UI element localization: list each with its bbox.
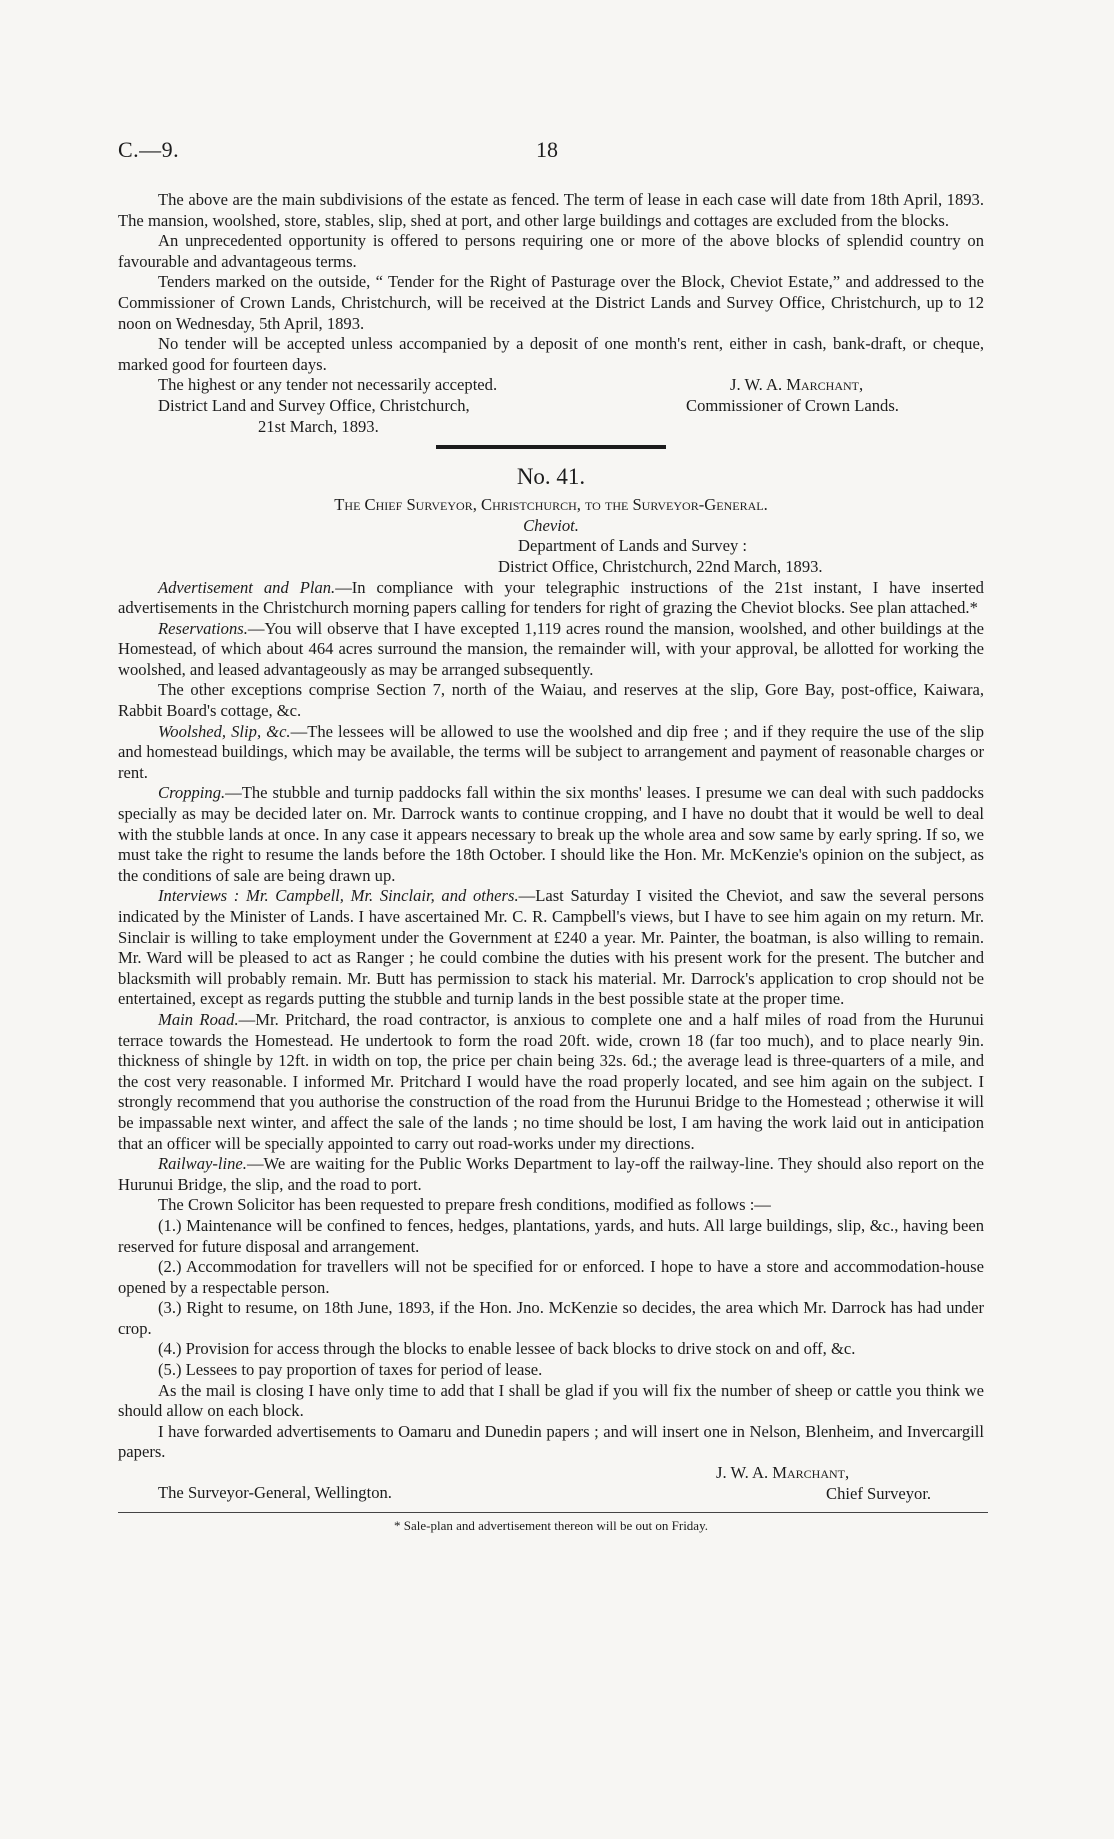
signature-name: J. W. A. Marchant,: [730, 375, 864, 395]
paragraph-heading: Reservations.: [158, 618, 248, 638]
paragraph-text: —The stubble and turnip paddocks fall within the six months' leases. I presume we can deal with such paddocks specially as may be decided later on. Mr. Darrock wants to continue cropping, and I have no doubt that it would be well to deal with the stubble lands at once. In any case it appears necessary to break up the whole area and sow same by early spring. If so, we must take the right to resume the lands before the 18th October. I should like the Hon. Mr. McKenzie's opinion on the subject, as the conditions of sale are being drawn up.: [118, 783, 984, 885]
paragraph-text: I have forwarded advertisements to Oamaru and Dunedin papers ; and will insert one in Nelson, Blenheim, and Invercargill papers.: [118, 1421, 984, 1462]
paragraph-text: —The lessees will be allowed to use the woolshed and dip free ; and if they require the use of the slip and homestead buildings, which may be available, the terms will be subject to arrangement and payment of reasonable charges or rent.: [118, 721, 985, 782]
letter-paragraph: [118, 722, 984, 784]
paragraph-heading: Advertisement and Plan.: [158, 577, 336, 597]
paragraph-text: As the mail is closing I have only time to add that I shall be glad if you will fix the number of sheep or cattle you think we should allow on each block.: [118, 1380, 984, 1421]
paragraph-text: The Crown Solicitor has been requested to prepare fresh conditions, modified as follows :—: [158, 1195, 771, 1215]
paragraph-heading: Interviews : Mr. Campbell, Mr. Sinclair, and others.: [158, 886, 519, 906]
parliamentary-paper-ref: C.—9.: [118, 137, 180, 162]
paragraph-heading: Woolshed, Slip, &c.: [158, 721, 291, 741]
letter-paragraph: [118, 1154, 984, 1195]
paragraph-text: (1.) Maintenance will be confined to fences, hedges, plantations, yards, and huts. All large buildings, slip, &c., having been reserved for future disposal and arrangement.: [118, 1215, 984, 1256]
page-header: [118, 137, 994, 167]
signature-note: The highest or any tender not necessarily accepted.: [158, 375, 498, 395]
letter-body: [118, 578, 984, 1464]
paragraph-text: The other exceptions comprise Section 7, north of the Waiau, and reserves at the slip, Gore Bay, post-office, Kaiwara, Rabbit Board's cottage, &c.: [118, 680, 984, 721]
letter-paragraph: [118, 1216, 984, 1257]
paragraph-text: (4.) Provision for access through the blocks to enable lessee of back blocks to drive stock on and off, &c.: [158, 1339, 856, 1359]
letter-paragraph: [118, 1010, 984, 1154]
paragraph-text: (2.) Accommodation for travellers will not be specified for or enforced. I hope to have a store and accommodation-house opened by a respectable person.: [118, 1257, 984, 1297]
page-body: [118, 190, 984, 1535]
page-number: 18: [536, 137, 558, 162]
footnote: * Sale-plan and advertisement thereon will be out on Friday.: [394, 1518, 708, 1534]
letter-from-to: The Chief Surveyor, Christchurch, to the Surveyor-General.: [334, 495, 768, 515]
advertisement-signature: [118, 375, 984, 437]
letter-paragraph: [118, 783, 984, 886]
footnote-rule: [118, 1512, 988, 1513]
paragraph-text: —Mr. Pritchard, the road contractor, is anxious to complete one and a half miles of road from the Hurunui terrace towards the Homestead. He undertook to form the road 20ft. wide, crown 18 (far too much), and to place nearly 9in. thickness of shingle by 12ft. in width on top, the price per chain being 32s. 6d.; the average lead is three-quarters of a mile, and the cost very reasonable. I informed Mr. Pritchard I would have the road properly located, and see him again on the subject. I strongly recommend that you authorise the construction of the road from the Hurunui Bridge to the Homestead ; otherwise it will be impassable next winter, and affect the sale of the lands ; no time should be lost, I am having the work laid out in anticipation that an officer will be specially appointed to carry out road-works under my directions.: [118, 1009, 984, 1153]
intro-paragraph: No tender will be accepted unless accompanied by a deposit of one month's rent, either in cash, bank-draft, or cheque, marked good for fourteen days.: [118, 334, 984, 374]
letter-paragraph: [118, 886, 984, 1010]
letter-department: Department of Lands and Survey :: [518, 536, 748, 556]
letter-paragraph: [118, 1422, 984, 1463]
letter-signature-name: J. W. A. Marchant,: [716, 1463, 850, 1483]
section-divider: [436, 445, 666, 449]
letter-paragraph: [118, 1195, 984, 1216]
signature-title: Commissioner of Crown Lands.: [686, 395, 899, 415]
letter-paragraph: [118, 619, 984, 681]
paragraph-text: —We are waiting for the Public Works Department to lay-off the railway-line. They should also report on the Hurunui Bridge, the slip, and the road to port.: [118, 1154, 984, 1194]
signature-date: 21st March, 1893.: [258, 416, 379, 436]
paragraph-heading: Main Road.: [158, 1009, 239, 1029]
letter-paragraph: [118, 1298, 984, 1339]
paragraph-text: —Last Saturday I visited the Cheviot, and saw the several persons indicated by the Minister of Lands. I have ascertained Mr. C. R. Campbell's views, but I have to see him again on my return. Mr. Sinclair is willing to take employment under the Government at £240 a year. Mr. Painter, the boatman, is also willing to remain. Mr. Ward will be pleased to act as Ranger ; he could combine the duties with his present work for the present. The butcher and blacksmith will probably remain. Mr. Butt has permission to stack his material. Mr. Darrock's application to crop should not be entertained, except as regards putting the stubble and turnip lands in the best possible state at the proper time.: [118, 886, 985, 1009]
paragraph-heading: Cropping.: [158, 783, 226, 803]
letter-signature-title: Chief Surveyor.: [826, 1483, 932, 1503]
letter-paragraph: [118, 1381, 984, 1422]
letter-recipient: The Surveyor-General, Wellington.: [158, 1483, 392, 1503]
signature-office: District Land and Survey Office, Christchurch,: [158, 395, 470, 415]
intro-paragraph: The above are the main subdivisions of the estate as fenced. The term of lease in each case will date from 18th April, 1893. The mansion, woolshed, store, stables, slip, shed at port, and other large buildings and cottages are excluded from the blocks.: [118, 190, 984, 230]
intro-paragraph: Tenders marked on the outside, “ Tender for the Right of Pasturage over the Block, Cheviot Estate,” and addressed to the Commissioner of Crown Lands, Christchurch, will be received at the District Lands and Survey Office, Christchurch, up to 12 noon on Wednesday, 5th April, 1893.: [118, 272, 984, 333]
paragraph-text: —You will observe that I have excepted 1,119 acres round the mansion, woolshed, and other buildings at the Homestead, of which about 464 acres surround the mansion, the remainder will, with your approval, be allotted for working the woolshed, and leased advantageously as may be arranged subsequently.: [118, 618, 984, 679]
letter-paragraph: [118, 1339, 984, 1360]
letter-office-date: District Office, Christchurch, 22nd March, 1893.: [498, 556, 823, 576]
letter-paragraph: [118, 1257, 984, 1298]
paragraph-text: (3.) Right to resume, on 18th June, 1893, if the Hon. Jno. McKenzie so decides, the area which Mr. Darrock has had under crop.: [118, 1298, 984, 1338]
paragraph-heading: Railway-line.: [158, 1154, 247, 1174]
letter-paragraph: [118, 578, 984, 619]
letter-paragraph: [118, 1360, 984, 1381]
letter-signature: [118, 1463, 984, 1504]
letter-subject: Cheviot.: [523, 515, 579, 535]
letter-paragraph: [118, 680, 984, 721]
intro-paragraph: An unprecedented opportunity is offered to persons requiring one or more of the above blocks of splendid country on favourable and advantageous terms.: [118, 231, 984, 271]
letter-number: No. 41.: [516, 464, 586, 490]
paragraph-text: (5.) Lessees to pay proportion of taxes for period of lease.: [158, 1360, 543, 1380]
paragraph-text: —In compliance with your telegraphic instructions of the 21st instant, I have inserted advertisements in the Christchurch morning papers calling for tenders for right of grazing the Cheviot blocks. See plan attached.*: [118, 577, 984, 618]
